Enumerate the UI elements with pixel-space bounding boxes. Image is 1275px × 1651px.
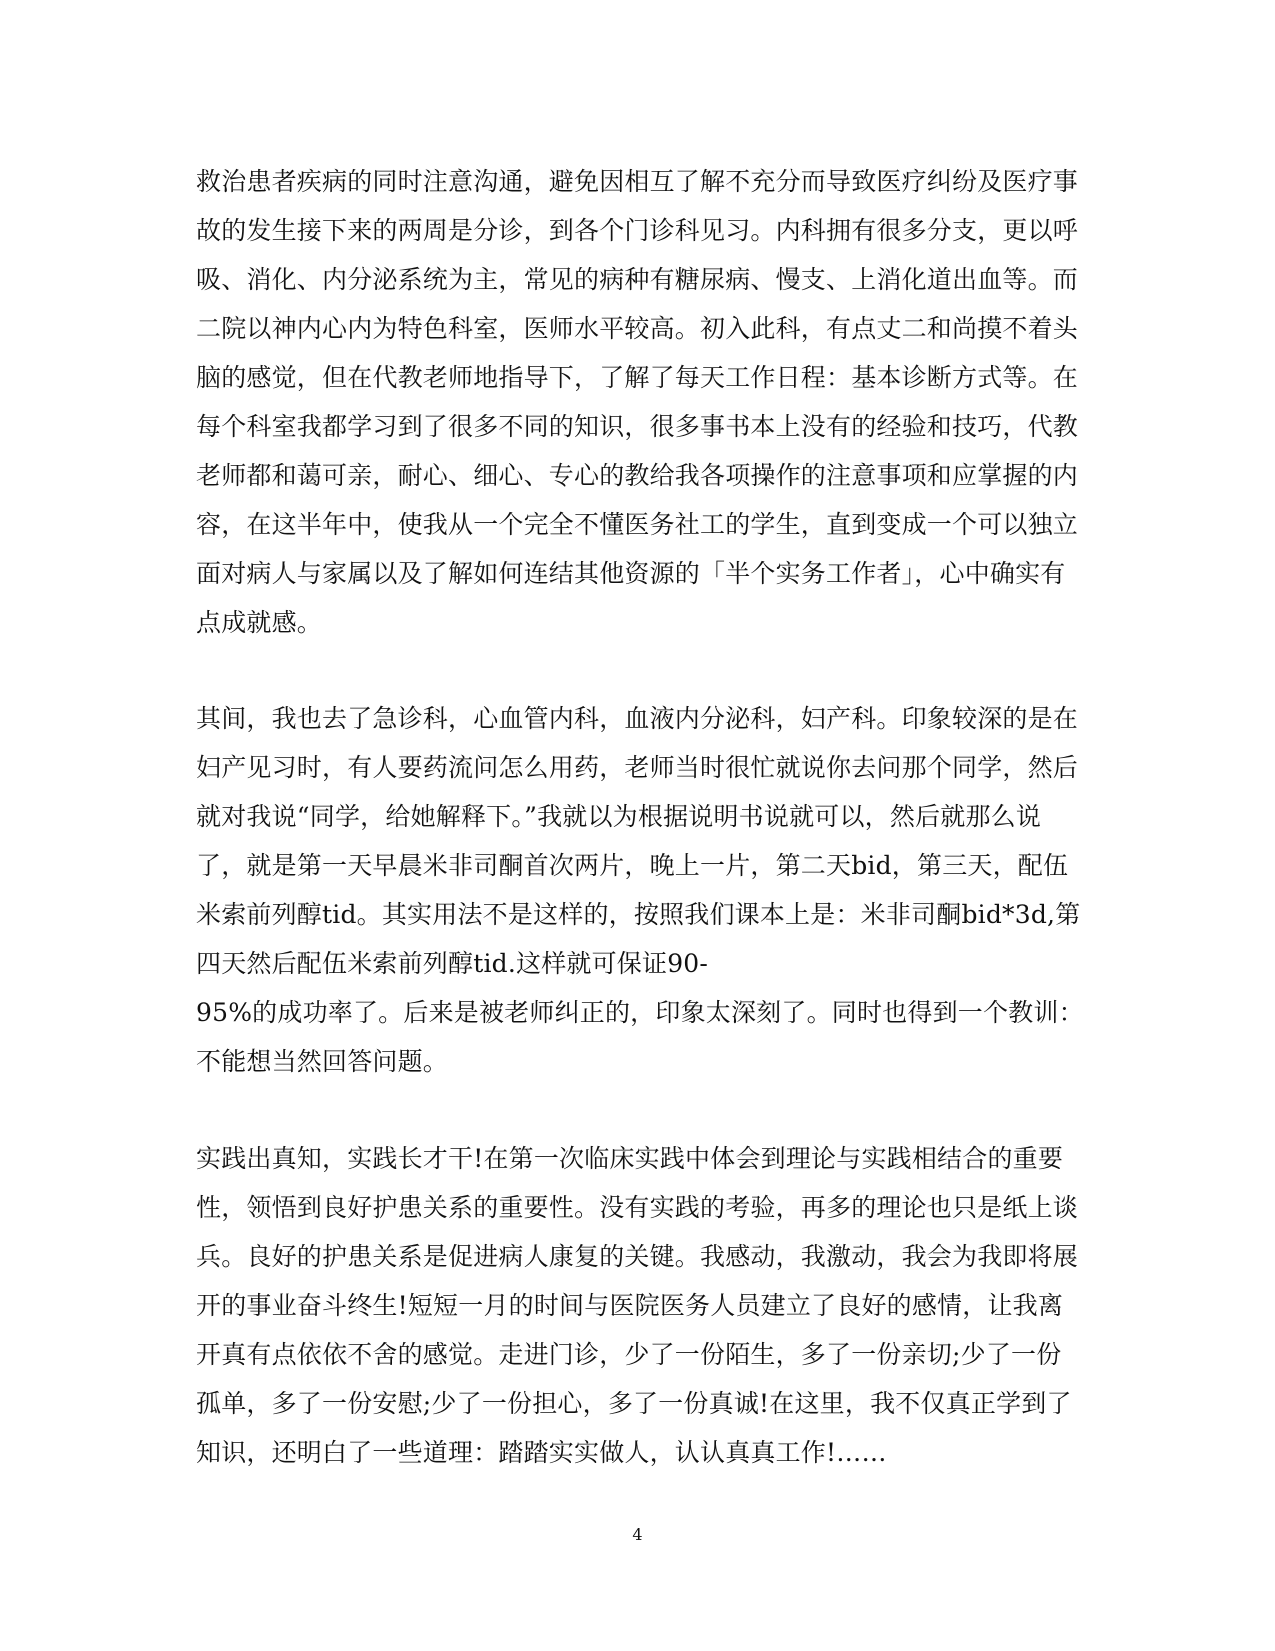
paragraph-3-line-1: 实践出真知，实践长才干!在第一次临床实践中体会到理论与实践相结合的重要 [196, 1144, 1064, 1173]
paragraph-1-line-3: 吸、消化、内分泌系统为主，常见的病种有糖尿病、慢支、上消化道出血等。而 [196, 265, 1079, 294]
paragraph-1-line-5: 脑的感觉，但在代教老师地指导下，了解了每天工作日程：基本诊断方式等。在 [196, 363, 1079, 392]
paragraph-2-line-1: 其间，我也去了急诊科，心血管内科，血液内分泌科，妇产科。印象较深的是在 [196, 704, 1079, 733]
paragraph-3-line-2: 性，领悟到良好护患关系的重要性。没有实践的考验，再多的理论也只是纸上谈 [196, 1193, 1079, 1222]
paragraph-1-line-2: 故的发生接下来的两周是分诊，到各个门诊科见习。内科拥有很多分支，更以呼 [196, 216, 1079, 245]
paragraph-1-line-8: 容，在这半年中，使我从一个完全不懂医务社工的学生，直到变成一个可以独立 [196, 510, 1079, 539]
paragraph-3-line-5: 开真有点依依不舍的感觉。走进门诊，少了一份陌生，多了一份亲切;少了一份 [196, 1340, 1062, 1369]
paragraph-3-line-6: 孤单，多了一份安慰;少了一份担心，多了一份真诚!在这里，我不仅真正学到了 [196, 1389, 1072, 1418]
paragraph-2-line-8: 不能想当然回答问题。 [196, 1047, 449, 1076]
paragraph-2-line-4: 了，就是第一天早晨米非司酮首次两片，晚上一片，第二天bid，第三天，配伍 [196, 851, 1069, 880]
paragraph-1-line-7: 老师都和蔼可亲，耐心、细心、专心的教给我各项操作的注意事项和应掌握的内 [196, 461, 1079, 490]
paragraph-1-line-4: 二院以神内心内为特色科室，医师水平较高。初入此科，有点丈二和尚摸不着头 [196, 314, 1079, 343]
page-number: 4 [632, 1525, 643, 1544]
paragraph-2-line-5: 米索前列醇tid。其实用法不是这样的，按照我们课本上是：米非司酮bid*3d,第 [196, 900, 1081, 929]
paragraph-3-line-7: 知识，还明白了一些道理：踏踏实实做人，认认真真工作!…… [196, 1438, 887, 1467]
paragraph-1-line-6: 每个科室我都学习到了很多不同的知识，很多事书本上没有的经验和技巧，代教 [196, 412, 1079, 441]
paragraph-2-line-6: 四天然后配伍米索前列醇tid.这样就可保证90- [196, 949, 709, 978]
paragraph-3-line-3: 兵。良好的护患关系是促进病人康复的关键。我感动，我激动，我会为我即将展 [196, 1242, 1079, 1271]
paragraph-1-line-10: 点成就感。 [196, 608, 323, 637]
paragraph-2-line-7: 95%的成功率了。后来是被老师纠正的，印象太深刻了。同时也得到一个教训： [196, 998, 1084, 1027]
paragraph-1-line-1: 救治患者疾病的同时注意沟通，避免因相互了解不充分而导致医疗纠纷及医疗事 [196, 167, 1079, 196]
paragraph-1-line-9: 面对病人与家属以及了解如何连结其他资源的「半个实务工作者」，心中确实有 [196, 559, 1066, 588]
paragraph-2-line-3: 就对我说“同学，给她解释下。”我就以为根据说明书说就可以，然后就那么说 [196, 802, 1042, 831]
paragraph-3-line-4: 开的事业奋斗终生!短短一月的时间与医院医务人员建立了良好的感情，让我离 [196, 1291, 1064, 1320]
paragraph-2-line-2: 妇产见习时，有人要药流问怎么用药，老师当时很忙就说你去问那个同学，然后 [196, 753, 1079, 782]
